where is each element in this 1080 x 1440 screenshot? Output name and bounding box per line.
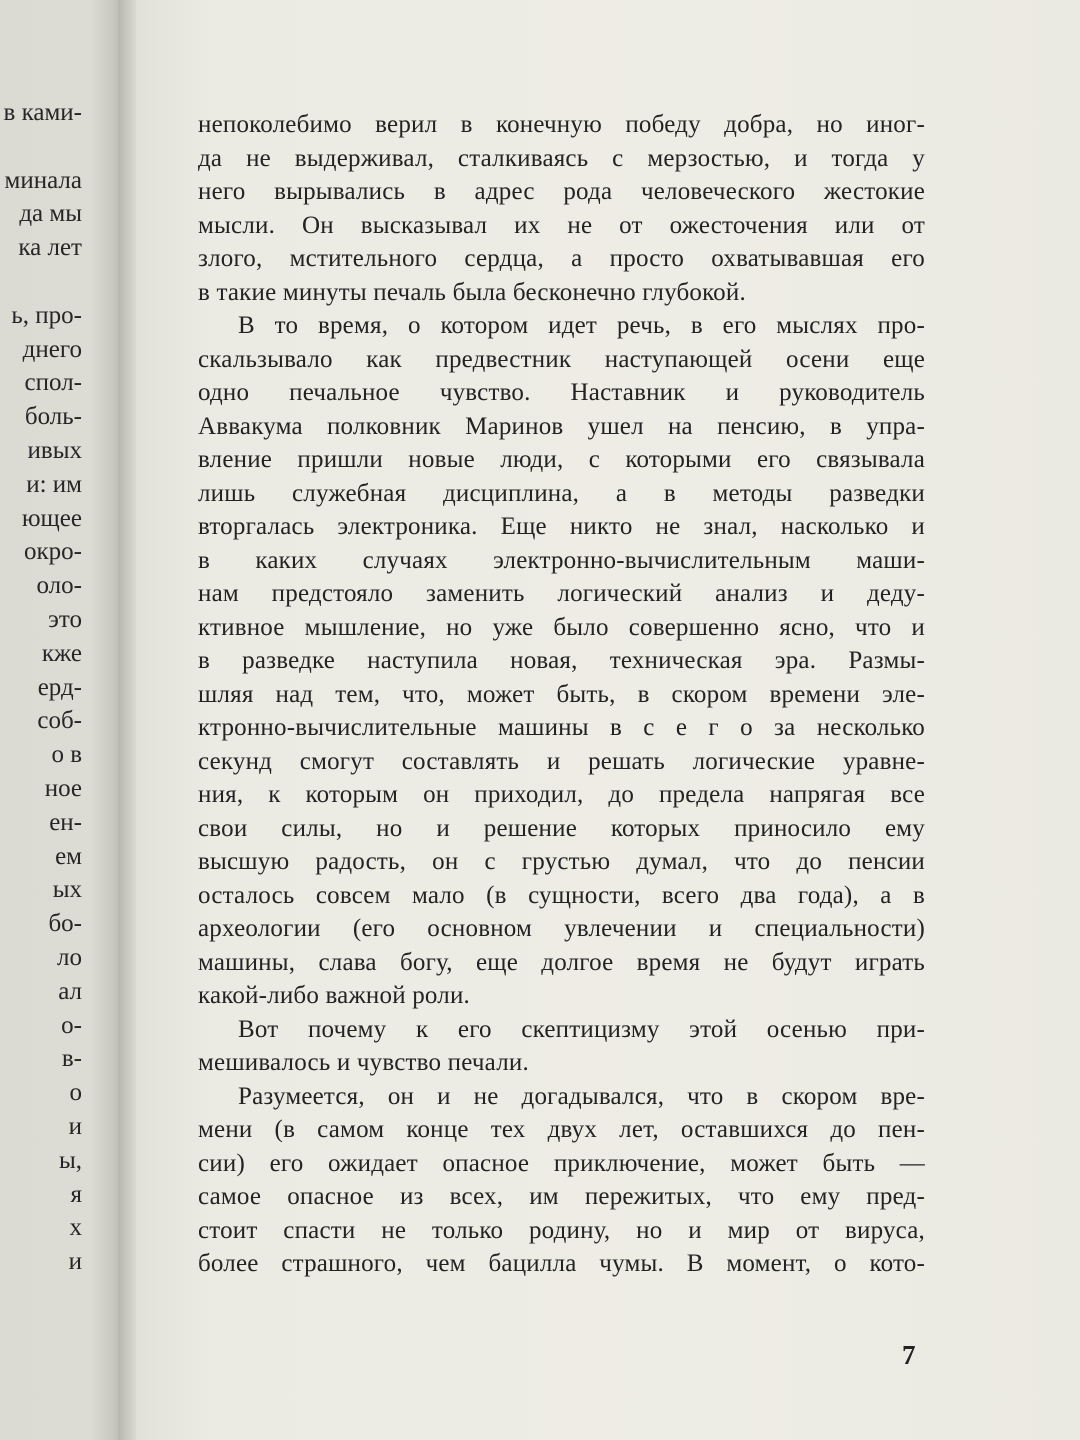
- text-line: в разведке наступила новая, техническая эра. Размы-: [198, 647, 925, 674]
- left-page-line: [0, 1076, 82, 1110]
- text-line: В то время, о котором идет речь, в его мыслях про-: [238, 312, 925, 339]
- text-line: археологии (его основном увлечении и специальности): [198, 915, 925, 942]
- left-page-line-text: в-: [61, 1045, 82, 1073]
- left-page-line: [0, 434, 82, 468]
- left-page-line-text: ых: [52, 876, 82, 904]
- left-page-line-text: ал: [58, 977, 82, 1005]
- left-page-line: [0, 1042, 82, 1076]
- left-page-line-text: ы,: [58, 1146, 82, 1174]
- left-page-line-text: ное: [44, 774, 82, 802]
- right-page: [136, 0, 1080, 1440]
- left-page-line: [0, 671, 82, 705]
- text-line: мысли. Он высказывал их не от ожесточения или от: [198, 211, 925, 239]
- left-page-line-text: ь, про-: [11, 301, 82, 329]
- text-line: самое опасное из всех, им пережитых, что ему пред-: [198, 1183, 925, 1210]
- left-page-line-text: ем: [55, 842, 82, 870]
- left-page-line: [0, 738, 82, 772]
- text-line: более страшного, чем бацилла чумы. В момент, о кото-: [198, 1250, 925, 1277]
- left-page-line: [0, 1211, 82, 1245]
- left-page-line-text: спол-: [24, 369, 82, 397]
- text-line: нам предстояло заменить логический анализ и деду-: [198, 580, 925, 607]
- page-number: 7: [902, 1340, 916, 1370]
- left-page-line: [0, 873, 82, 907]
- left-page-line-text: и: [68, 1248, 82, 1276]
- left-page-line-text: соб-: [37, 707, 82, 735]
- left-page-line: [0, 502, 82, 536]
- left-page: [0, 0, 128, 1440]
- text-line: Разумеется, он и не догадывался, что в скором вре-: [238, 1082, 925, 1110]
- left-page-line-text: ло: [57, 943, 82, 971]
- left-page-line-text: да мы: [19, 200, 82, 228]
- text-line: злого, мстительного сердца, а просто охватывавшая его: [198, 245, 925, 272]
- left-page-line: [0, 164, 82, 198]
- left-page-line-text: это: [48, 605, 82, 633]
- left-page-line-text: днего: [22, 335, 82, 363]
- left-page-line: [0, 772, 82, 806]
- left-page-line: [0, 96, 82, 130]
- text-line: ния, к которым он приходил, до предела напрягая все: [198, 781, 925, 808]
- left-page-line: [0, 941, 82, 975]
- left-page-line: [0, 366, 82, 400]
- left-page-line-text: ка лет: [18, 234, 82, 262]
- text-line: в такие минуты печаль была бесконечно глубокой.: [198, 278, 746, 306]
- text-line: скальзывало как предвестник наступающей осени еще: [198, 345, 925, 373]
- left-page-line: [0, 704, 82, 738]
- left-page-line-text: бо-: [48, 910, 82, 938]
- text-line: него вырывались в адрес рода человеческого жестокие: [198, 178, 925, 205]
- left-page-line: [0, 231, 82, 265]
- left-page-line: [0, 603, 82, 637]
- left-page-line: [0, 569, 82, 603]
- left-page-line: [0, 400, 82, 434]
- left-page-line-text: минала: [4, 166, 82, 194]
- left-page-line: [0, 333, 82, 367]
- left-page-line-text: оло-: [36, 572, 82, 600]
- text-line: ктивное мышление, но уже было совершенно ясно, что и: [198, 613, 925, 641]
- text-line: лишь служебная дисциплина, а в методы разведки: [198, 479, 925, 507]
- left-page-line: [0, 840, 82, 874]
- left-page-line-text: окро-: [24, 538, 82, 566]
- left-page-line: [0, 637, 82, 671]
- text-line: секунд смогут составлять и решать логические уравне-: [198, 747, 925, 775]
- text-line: свои силы, но и решение которых приносило ему: [198, 814, 925, 842]
- left-page-line-text: ерд-: [37, 673, 82, 701]
- text-line: стоит спасти не только родину, но и мир от вируса,: [198, 1216, 925, 1244]
- left-page-line: [0, 130, 82, 164]
- text-line: мени (в самом конце тех двух лет, оставшихся до пен-: [198, 1116, 925, 1143]
- left-page-line-text: кже: [41, 639, 82, 667]
- left-page-line: [0, 265, 82, 299]
- text-line: осталось совсем мало (в сущности, всего два года), а в: [198, 881, 925, 909]
- text-line: машины, слава богу, еще долгое время не будут играть: [198, 948, 925, 976]
- left-page-line-text: о: [69, 1079, 82, 1107]
- left-page-line: [0, 197, 82, 231]
- left-page-line-text: и: [68, 1112, 82, 1140]
- left-page-line: [0, 907, 82, 941]
- text-line: да не выдерживал, сталкиваясь с мерзостью, и тогда у: [198, 144, 925, 172]
- left-page-text-fragments: [0, 96, 82, 1279]
- text-line: вторгалась электроника. Еще никто не знал, насколько и: [198, 513, 925, 540]
- left-page-line-text: ен-: [49, 808, 82, 836]
- left-page-line: [0, 468, 82, 502]
- text-line: ктронно-вычислительные машины в с е г о за несколько: [198, 714, 925, 741]
- text-line: непоколебимо верил в конечную победу добра, но иног-: [198, 111, 925, 138]
- left-page-line: [0, 1110, 82, 1144]
- left-page-line-text: ивых: [27, 436, 82, 464]
- text-line: шляя над тем, что, может быть, в скором времени эле-: [198, 680, 925, 708]
- left-page-line: [0, 299, 82, 333]
- text-line: одно печальное чувство. Наставник и руководитель: [198, 379, 925, 406]
- left-page-line: [0, 806, 82, 840]
- left-page-line-text: о в: [51, 741, 82, 769]
- text-line: мешивалось и чувство печали.: [198, 1049, 529, 1076]
- text-line: высшую радость, он с грустью думал, что до пенсии: [198, 848, 925, 875]
- text-line: Аввакума полковник Маринов ушел на пенсию, в упра-: [198, 412, 925, 440]
- left-page-line-text: в ками-: [3, 99, 82, 126]
- text-line: в каких случаях электронно-вычислительным маши-: [198, 546, 925, 574]
- left-page-line: [0, 1245, 82, 1279]
- text-line: какой-либо важной роли.: [198, 982, 470, 1009]
- left-page-line-text: х: [69, 1214, 82, 1242]
- left-page-line-text: боль-: [24, 403, 82, 431]
- left-page-line: [0, 1144, 82, 1178]
- left-page-line: [0, 535, 82, 569]
- left-page-line-text: и: им: [26, 470, 82, 498]
- text-line: вление пришли новые люди, с которыми его связывала: [198, 446, 925, 473]
- left-page-line: [0, 975, 82, 1009]
- left-page-line-text: я: [70, 1180, 82, 1208]
- left-page-line-text: о-: [61, 1011, 82, 1039]
- left-page-line: [0, 1009, 82, 1043]
- text-line: сии) его ожидает опасное приключение, может быть —: [198, 1149, 925, 1177]
- left-page-line: [0, 1178, 82, 1212]
- body-text: [198, 108, 925, 1281]
- left-page-line-text: ющее: [21, 504, 82, 532]
- text-line: Вот почему к его скептицизму этой осенью при-: [238, 1015, 925, 1043]
